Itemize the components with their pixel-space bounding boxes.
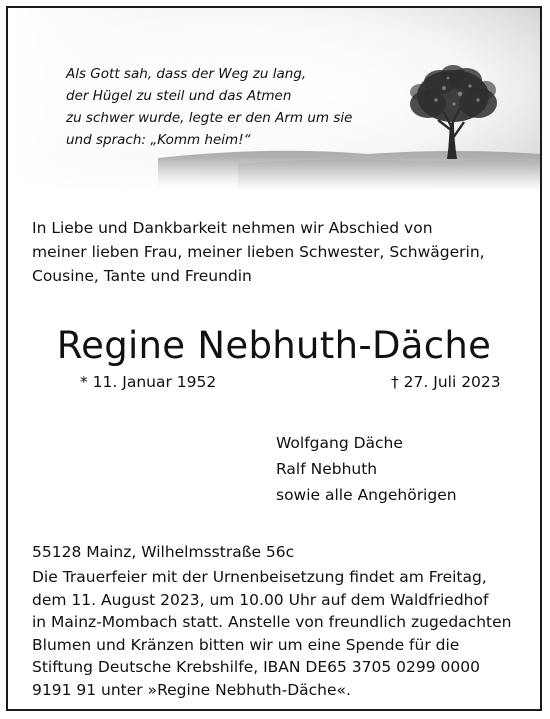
service-line: dem 11. August 2023, um 10.00 Uhr auf dem Waldfriedhof [32, 590, 489, 609]
banner-image [8, 8, 540, 191]
death-date: † 27. Juli 2023 [391, 373, 501, 391]
service-line: Stiftung Deutsche Krebshilfe, IBAN DE65 3705 0299 0000 [32, 658, 480, 676]
intro-line: Cousine, Tante und Freundin [32, 267, 252, 285]
deceased-name: Regine Nebhuth-Däche [56, 324, 492, 367]
motto-line: der Hügel zu steil und das Atmen [66, 88, 292, 104]
service-line: Die Trauerfeier mit der Urnenbeisetzung findet am Freitag, [32, 568, 487, 586]
intro-line: In Liebe und Dankbarkeit nehmen wir Abschied von [32, 219, 433, 237]
motto-verse [66, 63, 406, 151]
service-line: 9191 91 unter »Regine Nebhuth-Däche«. [32, 680, 351, 699]
obituary-frame [6, 6, 542, 711]
mourners-list [276, 430, 457, 508]
family-address: 55128 Mainz, Wilhelmsstraße 56c [32, 543, 295, 561]
mourner-name: Wolfgang Däche [276, 434, 403, 452]
service-line: Blumen und Kränzen bitten wir um eine Spende für die [32, 635, 460, 654]
motto-line: Als Gott sah, dass der Weg zu lang, [66, 66, 307, 82]
intro-line: meiner lieben Frau, meiner lieben Schwester, Schwägerin, [32, 243, 485, 261]
mourner-name: Ralf Nebhuth [276, 460, 378, 478]
mourner-name: sowie alle Angehörigen [276, 486, 457, 504]
birth-date: * 11. Januar 1952 [80, 373, 217, 391]
funeral-service-text [32, 566, 532, 701]
motto-line: zu schwer wurde, legte er den Arm um sie [66, 110, 353, 126]
motto-line: und sprach: „Komm heim!“ [66, 132, 251, 148]
service-line: in Mainz-Mombach statt. Anstelle von freundlich zugedachten [32, 613, 512, 631]
intro-text [32, 216, 532, 288]
